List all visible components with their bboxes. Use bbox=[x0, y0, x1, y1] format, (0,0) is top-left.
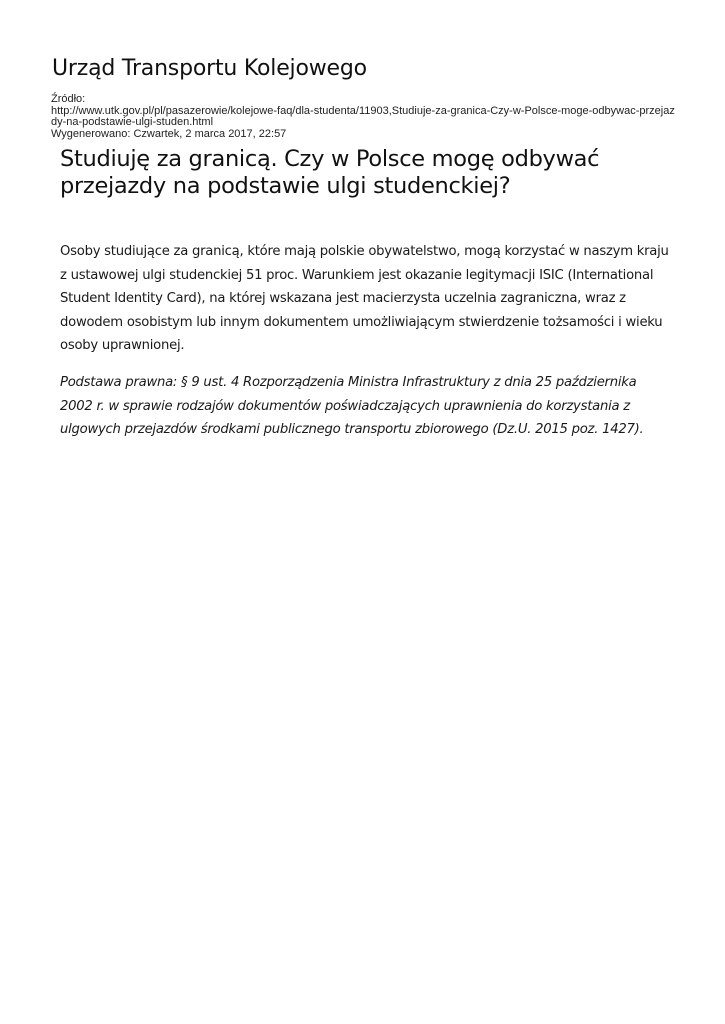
site-title: Urząd Transportu Kolejowego bbox=[52, 56, 367, 81]
article-title: Studiuję za granicą. Czy w Polsce mogę odbywać przejazdy na podstawie ulgi studenckiej? bbox=[60, 146, 600, 199]
source-url: http://www.utk.gov.pl/pl/pasazerowie/kolejowe-faq/dla-studenta/11903,Studiuje-za-granica-Czy-w-Polsce-moge-odbywac-przejazdy-na-podstawie-ulgi-studen.html bbox=[51, 104, 675, 129]
generated-date: Wygenerowano: Czwartek, 2 marca 2017, 22:57 bbox=[51, 127, 287, 140]
source-label: Źródło: bbox=[51, 93, 86, 105]
legal-basis: Podstawa prawna: § 9 ust. 4 Rozporządzenia Ministra Infrastruktury z dnia 25 października 2002 r. w sprawie rodzajów dokumentów poświadczających uprawnienia do korzystania z ulgowych przejazdów środkami publicznego transportu zbiorowego (Dz.U. 2015 poz. 1427). bbox=[60, 375, 644, 438]
document-meta bbox=[51, 94, 676, 140]
article-body: Osoby studiujące za granicą, które mają polskie obywatelstwo, mogą korzystać w naszym kraju z ustawowej ulgi studenckiej 51 proc. Warunkiem jest okazanie legitymacji ISIC (International Student Identity Card), na której wskazana jest macierzysta uczelnia zagraniczna, wraz z dowodem osobistym lub innym dokumentem umożliwiającym stwierdzenie tożsamości i wieku osoby uprawnionej. bbox=[60, 244, 669, 354]
